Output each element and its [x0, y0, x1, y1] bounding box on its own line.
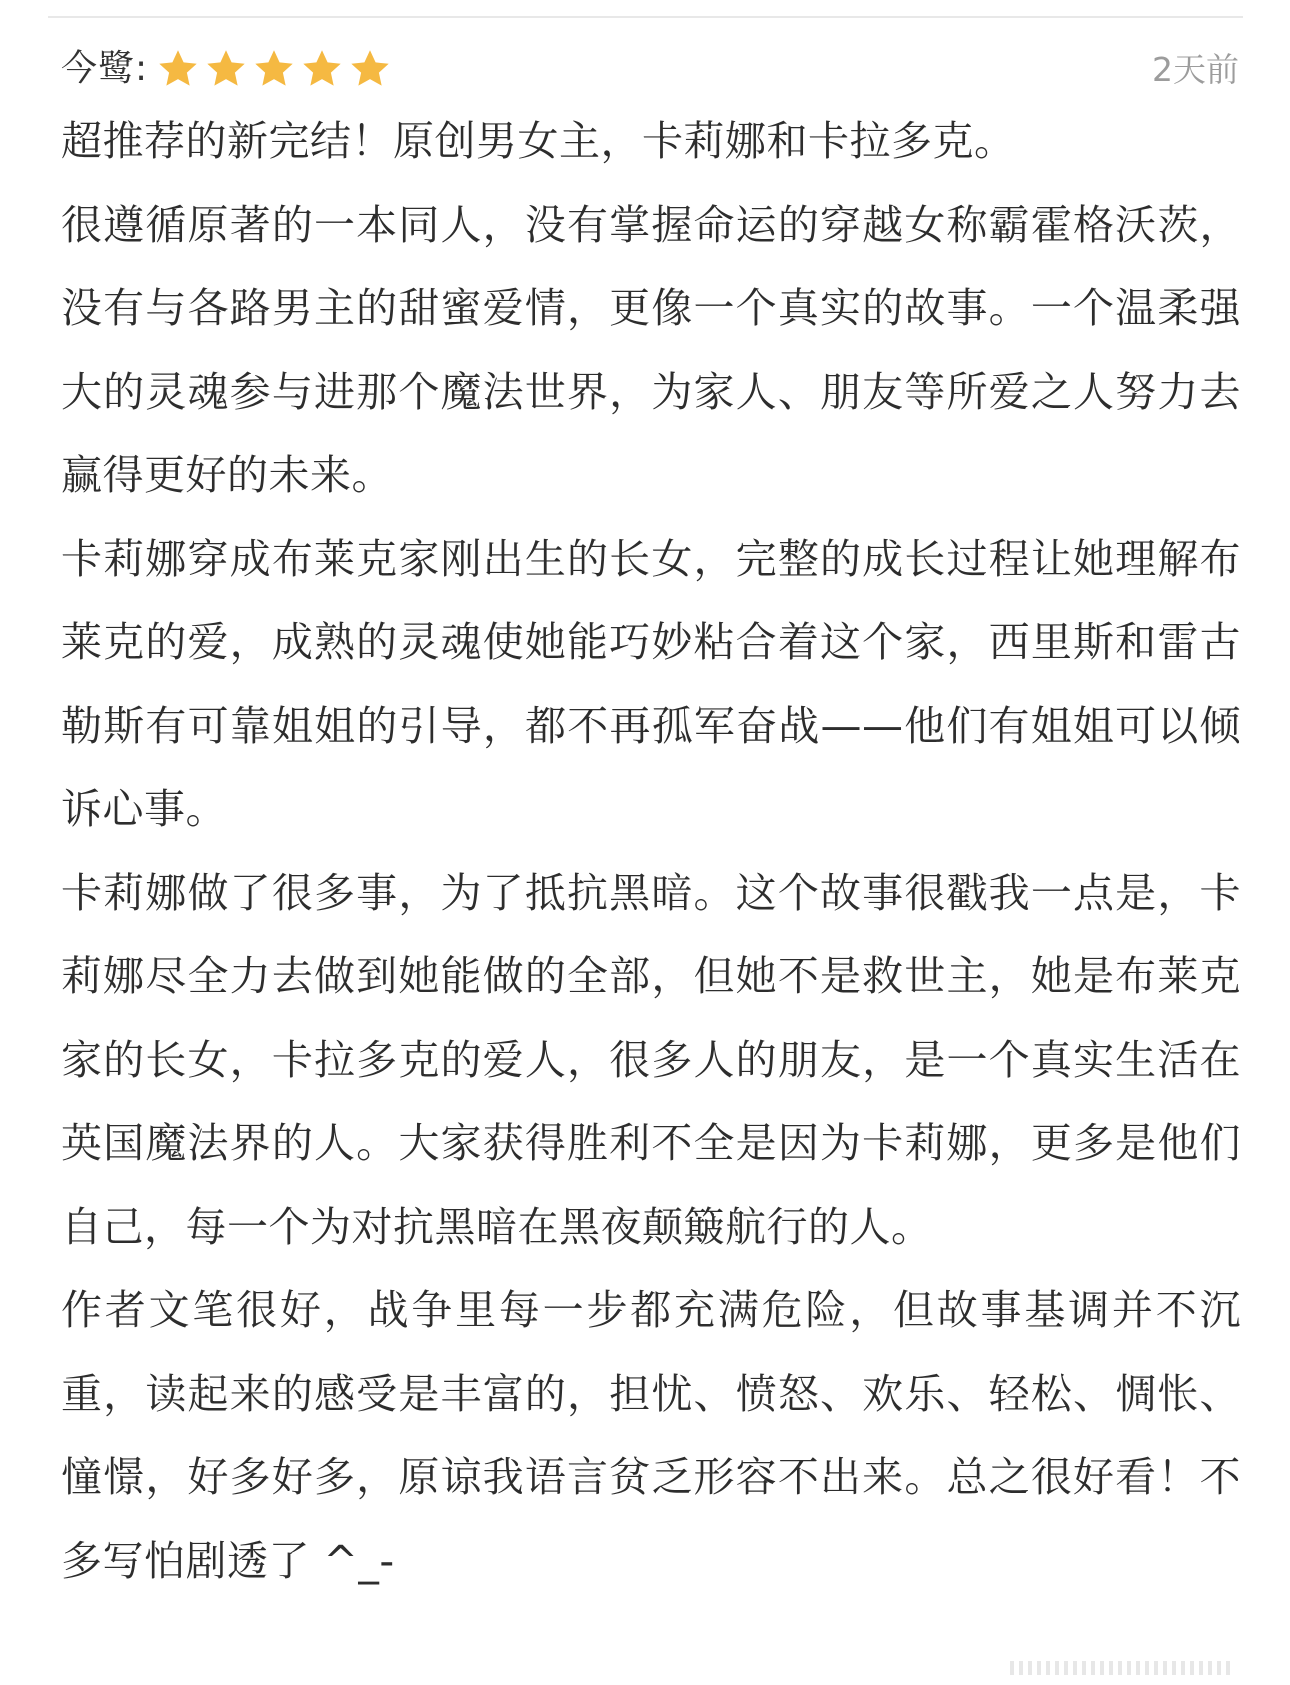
reviewer-name[interactable]: 今鹭:: [61, 48, 149, 89]
review-body: [61, 100, 1241, 1603]
review-paragraph: 作者文笔很好，战争里每一步都充满危险，但故事基调并不沉重，读起来的感受是丰富的，担忧、愤怒、欢乐、轻松、惆怅、憧憬，好多好多，原谅我语言贫乏形容不出来。总之很好看！不多写怕剧透了 ^_-: [61, 1286, 1241, 1585]
star-icon: [300, 47, 344, 91]
star-rating: [156, 47, 392, 91]
star-icon: [252, 47, 296, 91]
review-timestamp: 2天前: [1152, 49, 1239, 89]
review-paragraph: 很遵循原著的一本同人，没有掌握命运的穿越女称霸霍格沃茨，没有与各路男主的甜蜜爱情，更像一个真实的故事。一个温柔强大的灵魂参与进那个魔法世界，为家人、朋友等所爱之人努力去赢得更好的未来。: [61, 200, 1241, 499]
review-paragraph: 卡莉娜穿成布莱克家刚出生的长女，完整的成长过程让她理解布莱克的爱，成熟的灵魂使她能巧妙粘合着这个家，西里斯和雷古勒斯有可靠姐姐的引导，都不再孤军奋战——他们有姐姐可以倾诉心事。: [61, 534, 1241, 833]
star-icon: [348, 47, 392, 91]
star-icon: [156, 47, 200, 91]
top-divider: [48, 16, 1243, 18]
review-header: [61, 44, 1239, 94]
watermark: [1010, 1661, 1235, 1675]
review-paragraph: 超推荐的新完结！原创男女主，卡莉娜和卡拉多克。: [61, 117, 1016, 165]
star-icon: [204, 47, 248, 91]
review-paragraph: 卡莉娜做了很多事，为了抵抗黑暗。这个故事很戳我一点是，卡莉娜尽全力去做到她能做的全部，但她不是救世主，她是布莱克家的长女，卡拉多克的爱人，很多人的朋友，是一个真实生活在英国魔法界的人。大家获得胜利不全是因为卡莉娜，更多是他们自己，每一个为对抗黑暗在黑夜颠簸航行的人。: [61, 868, 1241, 1251]
